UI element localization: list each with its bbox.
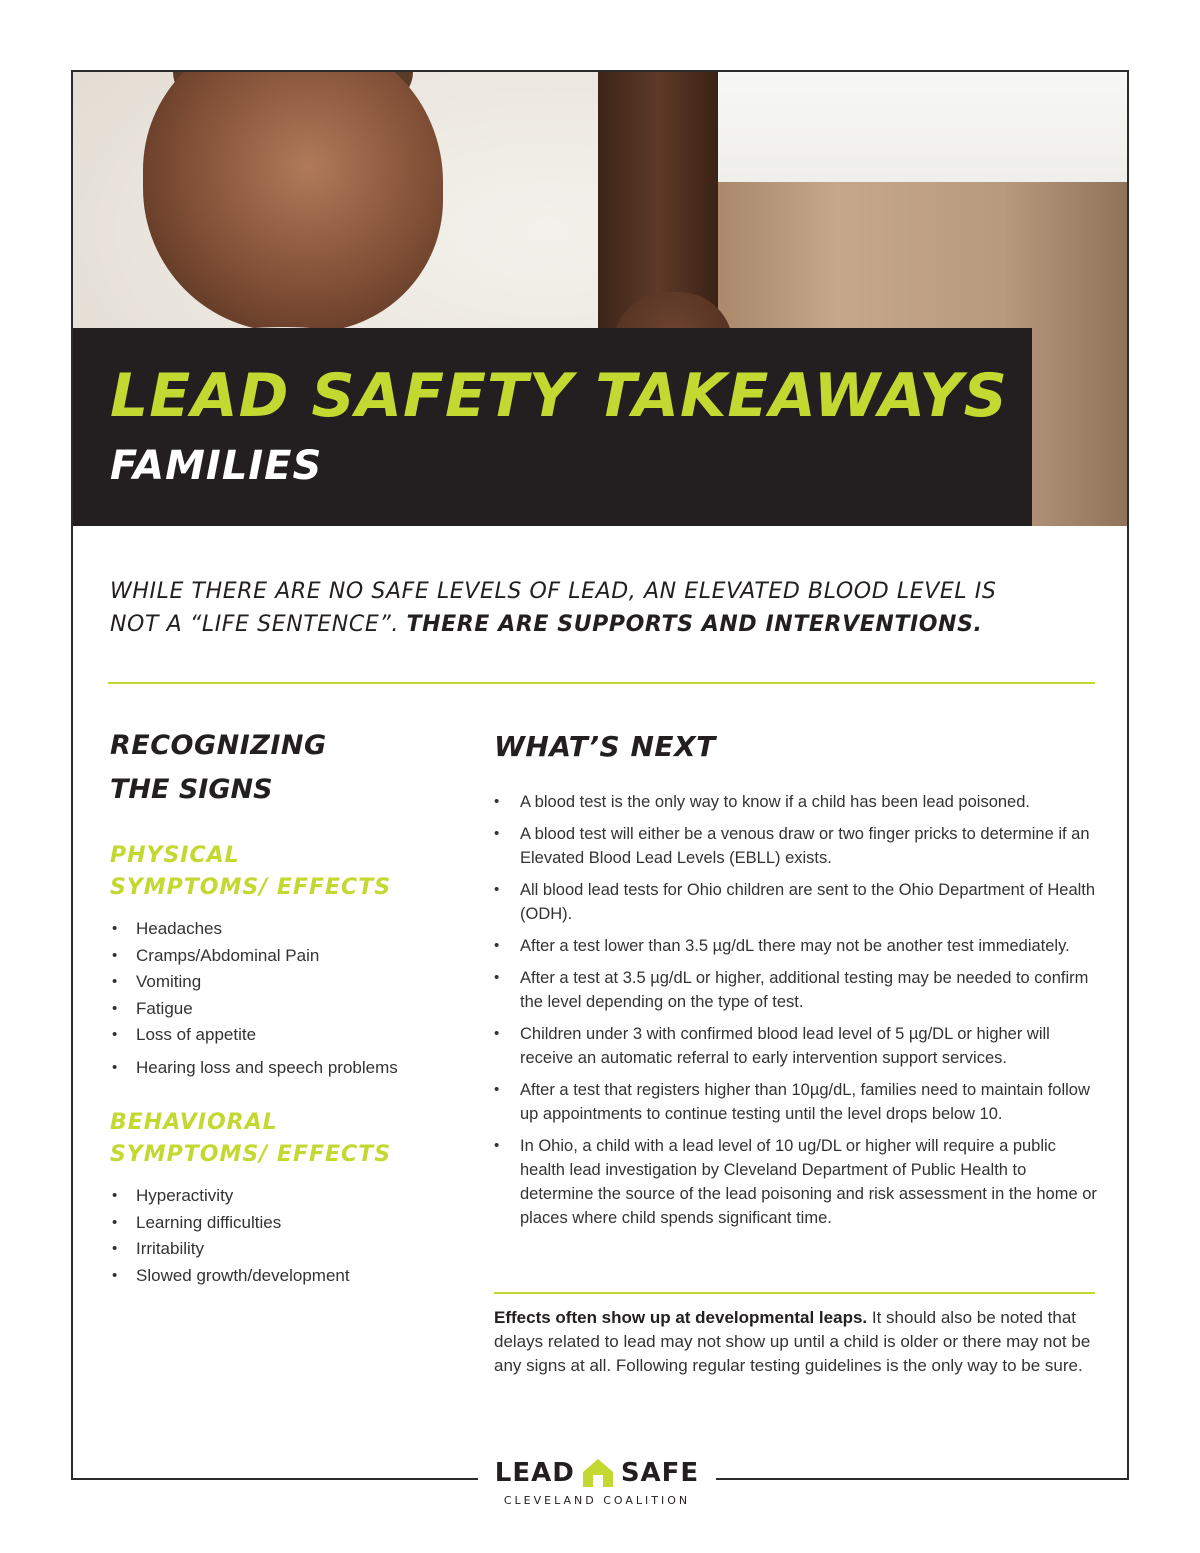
divider-top bbox=[108, 682, 1095, 684]
logo-tagline: CLEVELAND COALITION bbox=[503, 1494, 691, 1507]
list-item: • Headaches bbox=[110, 916, 450, 943]
divider-bottom bbox=[494, 1292, 1095, 1294]
physical-symptoms-list bbox=[110, 916, 450, 1081]
list-item: • Vomiting bbox=[110, 969, 450, 996]
list-item: • A blood test will either be a venous draw or two finger pricks to determine if an Elevated Blood Lead Levels (EBLL) exists. bbox=[494, 822, 1099, 870]
house-icon bbox=[581, 1457, 615, 1489]
whats-next-section bbox=[494, 728, 1099, 1238]
list-item: • Slowed growth/development bbox=[110, 1263, 450, 1290]
list-item: • Learning difficulties bbox=[110, 1210, 450, 1237]
whats-heading: WHAT’S bbox=[494, 730, 621, 763]
page-subtitle: FAMILIES bbox=[110, 443, 323, 489]
effects-paragraph bbox=[494, 1306, 1099, 1378]
list-item: • Loss of appetite bbox=[110, 1022, 450, 1049]
list-item: • Cramps/Abdominal Pain bbox=[110, 943, 450, 970]
physical-heading-2: SYMPTOMS/ EFFECTS bbox=[110, 875, 392, 900]
physical-heading: PHYSICAL bbox=[110, 843, 240, 868]
whats-next-heading bbox=[494, 728, 1099, 766]
recognizing-signs-section bbox=[110, 728, 450, 1289]
signs-heading: THE SIGNS bbox=[110, 774, 273, 805]
whats-next-list bbox=[494, 790, 1099, 1230]
page-title: LEAD SAFETY TAKEAWAYS bbox=[110, 361, 1008, 431]
recognizing-heading: RECOGNIZING bbox=[110, 730, 327, 761]
list-item: • After a test at 3.5 µg/dL or higher, additional testing may be needed to confirm the level depending on the type of test. bbox=[494, 966, 1099, 1014]
list-item: • In Ohio, a child with a lead level of 10 ug/DL or higher will require a public health lead investigation by Cleveland Department of Public Health to determine the source of the lead poisoning and risk assessment in the home or places where child spends significant time. bbox=[494, 1134, 1099, 1230]
physical-heading-group bbox=[110, 840, 450, 904]
list-item: • Hearing loss and speech problems bbox=[110, 1055, 450, 1082]
next-heading: NEXT bbox=[630, 730, 716, 763]
list-item: • All blood lead tests for Ohio children are sent to the Ohio Department of Health (ODH). bbox=[494, 878, 1099, 926]
behavioral-heading: BEHAVIORAL bbox=[110, 1110, 278, 1135]
effects-body: It should also be noted that delays related to lead may not show up until a child is older or there may not be any signs at all. Following regular testing guidelines is the only way to be sure. bbox=[494, 1308, 1091, 1375]
list-item: • A blood test is the only way to know if a child has been lead poisoned. bbox=[494, 790, 1099, 814]
effects-lead: Effects often show up at developmental leaps. bbox=[494, 1308, 868, 1327]
behavioral-symptoms-list bbox=[110, 1183, 450, 1289]
list-item: • After a test that registers higher than 10µg/dL, families need to maintain follow up appointments to continue testing until the level drops below 10. bbox=[494, 1078, 1099, 1126]
list-item: • Hyperactivity bbox=[110, 1183, 450, 1210]
behavioral-heading-2: SYMPTOMS/ EFFECTS bbox=[110, 1142, 392, 1167]
logo-word-left: LEAD bbox=[494, 1458, 575, 1488]
list-item: • After a test lower than 3.5 µg/dL there may not be another test immediately. bbox=[494, 934, 1099, 958]
intro-line2: NOT A “LIFE SENTENCE”. bbox=[110, 612, 399, 637]
intro-line1: WHILE THERE ARE NO SAFE LEVELS OF LEAD, AN ELEVATED BLOOD LEVEL IS bbox=[110, 579, 997, 604]
list-item: • Children under 3 with confirmed blood lead level of 5 µg/DL or higher will receive an automatic referral to early intervention support services. bbox=[494, 1022, 1099, 1070]
list-item: • Fatigue bbox=[110, 996, 450, 1023]
intro-emphasis: THERE ARE SUPPORTS AND INTERVENTIONS. bbox=[406, 612, 983, 637]
lead-safe-logo bbox=[478, 1456, 716, 1516]
list-item: • Irritability bbox=[110, 1236, 450, 1263]
logo-word-right: SAFE bbox=[620, 1458, 700, 1488]
behavioral-heading-group bbox=[110, 1107, 450, 1171]
intro-statement bbox=[110, 575, 1090, 641]
